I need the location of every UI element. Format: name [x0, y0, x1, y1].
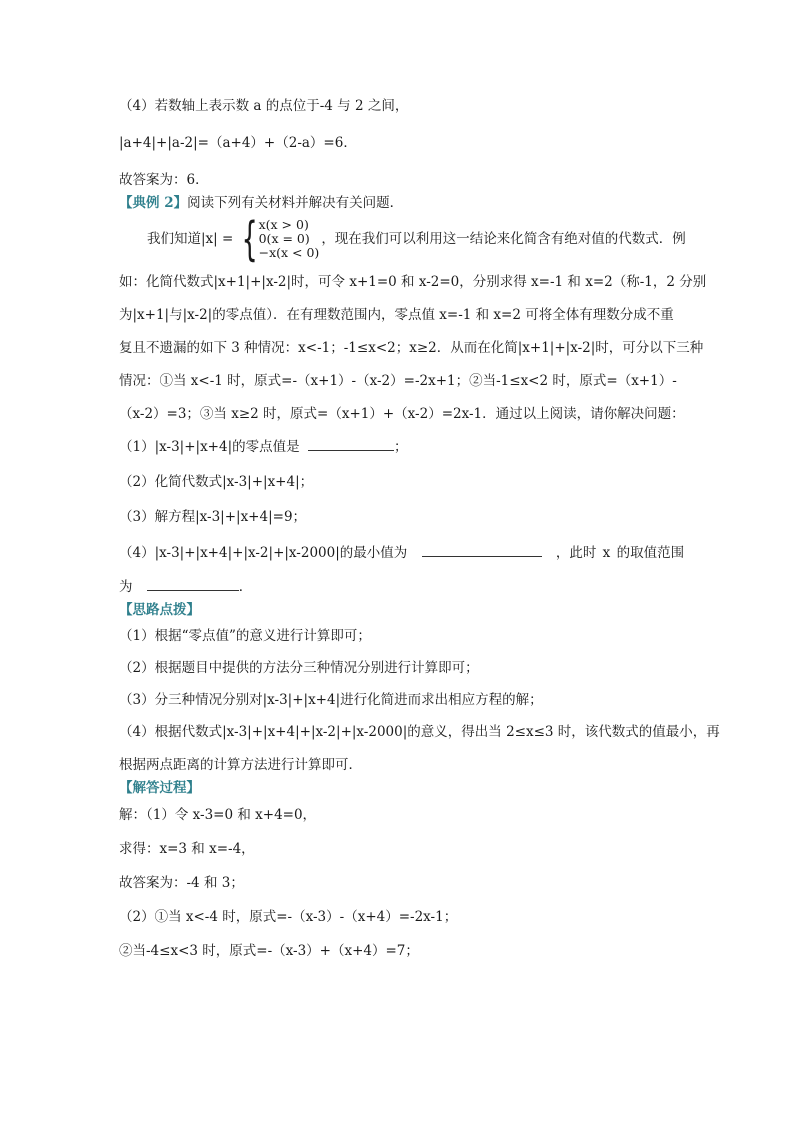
case-positive: x(x > 0): [258, 217, 309, 232]
example2-tag: 【典例 2】: [119, 195, 188, 211]
hint-3: （3）分三种情况分别对|x-3|+|x+4|进行化简进而求出相应方程的解；: [119, 692, 543, 708]
example2-instruction: 阅读下列有关材料并解决有关问题．: [187, 195, 404, 211]
hint-1: （1）根据“零点值”的意义进行计算即可；: [119, 628, 371, 644]
question-4-mid: ，此时 x 的取值范围: [555, 545, 685, 561]
definition-lead: 我们知道|x| =: [147, 231, 234, 247]
question-3: （3）解方程|x-3|+|x+4|=9；: [119, 509, 307, 525]
material-line-3: 复且不遗漏的如下 3 种情况：x<-1；-1≤x<2；x≥2．从而在化简|x+1|+|x-2|时，可分以下三种: [119, 340, 704, 356]
answer-blank-2: [422, 542, 542, 557]
question-2: （2）化简代数式|x-3|+|x+4|；: [119, 474, 314, 490]
part4-answer: 故答案为：6．: [119, 172, 209, 188]
material-line-1: 如：化简代数式|x+1|+|x-2|时，可令 x+1=0 和 x-2=0，分别求得 x=-1 和 x=2（称-1，2 分别: [119, 274, 707, 290]
content-column: [119, 96, 720, 961]
case-negative: −x(x < 0): [258, 245, 320, 260]
hint-header: 【思路点拨】: [119, 602, 200, 618]
question-4-prefix: 为: [119, 579, 133, 595]
left-brace-icon: {: [241, 212, 259, 266]
material-line-5: （x-2）=3；③当 x≥2 时，原式=（x+1）+（x-2）=2x-1．通过以上阅读，请你解决问题：: [119, 406, 685, 422]
question-4-end: ．: [238, 579, 253, 595]
definition-tail: ，现在我们可以利用这一结论来化简含有绝对值的代数式．例: [321, 231, 686, 247]
part4-calculation: |a+4|+|a-2|=（a+4）+（2-a）=6．: [119, 135, 357, 151]
answer-blank-3: [147, 576, 239, 591]
solution-step-4: （2）①当 x<-4 时，原式=-（x-3）-（x+4）=-2x-1；: [119, 909, 458, 925]
question-1-end: ；: [393, 439, 408, 455]
question-1: [119, 436, 681, 457]
question-4-text: （4）|x-3|+|x+4|+|x-2|+|x-2000|的最小值为: [119, 545, 408, 561]
answer-blank-1: [308, 436, 394, 451]
hint-4: （4）根据代数式|x-3|+|x+4|+|x-2|+|x-2000|的意义，得出当 2≤x≤3 时，该代数式的值最小，再: [119, 724, 720, 740]
question-4: [119, 542, 685, 563]
material-line-4: 情况：①当 x<-1 时，原式=-（x+1）-（x-2）=-2x+1；②当-1≤x<2 时，原式=（x+1）-: [119, 373, 677, 389]
solution-step-1: 解：（1）令 x-3=0 和 x+4=0，: [119, 807, 317, 823]
piecewise-rows: [259, 218, 320, 260]
solution-step-5: ②当-4≤x<3 时，原式=-（x-3）+（x+4）=7；: [119, 943, 419, 959]
part4-condition: （4）若数轴上表示数 a 的点位于-4 与 2 之间，: [119, 98, 409, 114]
example2-header: [119, 193, 681, 213]
question-4-continued: [119, 576, 681, 597]
absolute-value-definition: [119, 212, 686, 266]
question-1-text: （1）|x-3|+|x+4|的零点值是: [119, 439, 300, 455]
material-line-2: 为|x+1|与|x-2|的零点值）．在有理数范围内，零点值 x=-1 和 x=2 可将全体有理数分成不重: [119, 307, 674, 323]
solution-header: 【解答过程】: [119, 780, 200, 796]
hint-2: （2）根据题目中提供的方法分三种情况分别进行计算即可；: [119, 660, 479, 676]
solution-step-3: 故答案为：-4 和 3；: [119, 875, 244, 891]
solution-step-2: 求得：x=3 和 x=-4，: [119, 841, 255, 857]
piecewise-cases: [235, 212, 320, 266]
hint-4-continued: 根据两点距离的计算方法进行计算即可．: [119, 757, 362, 773]
case-zero: 0(x = 0): [258, 231, 310, 246]
